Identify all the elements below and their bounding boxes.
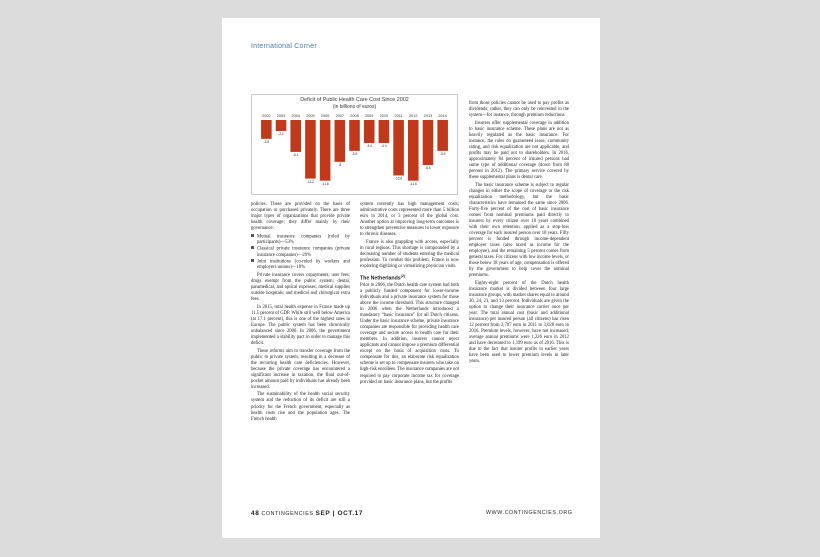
list-item-text: Joint institutions (co-ruled by workers and employers unions)—18%: [257, 259, 350, 271]
tick-label-2003: 2003: [276, 114, 286, 118]
paragraph: France is also grappling with access, especially in rural regions. This shortage is compounded by a decreasing number of students entering the medical profession. To combat this problem, France is now exploring digitizing or virtualizing physician visits.: [360, 239, 459, 269]
paragraph: These reforms aim to transfer coverage from the public to private system, resulting in a decrease of the recurring health care deficiencies. However, because the private coverage has encountered a significant increase in taxation, the final out-of-pocket amount paid by individuals has already been increased.: [251, 348, 350, 390]
square-bullet-icon: [251, 234, 254, 237]
data-label-2009: -4.4: [366, 144, 372, 149]
data-label-2006: -11.6: [321, 181, 329, 186]
data-label-2008: -5.9: [351, 152, 358, 157]
tick-label-2014: 2014: [438, 114, 447, 118]
data-label-2011: -10.6: [394, 176, 403, 181]
tick-label-2009: 2009: [364, 114, 374, 118]
data-label-2007: -8: [338, 163, 342, 168]
square-bullet-icon: [251, 246, 254, 249]
list-item-text: Classical private insurance companies (private insurance companies)—29%: [257, 246, 350, 258]
paragraph: system currently has high management costs; administrative costs represented more than 5 billion euro in 2014, or 3 percent of the global cost. Another option at improving long-term outcomes is to strengthen preventive measures to lower exposure to chronic diseases.: [360, 202, 459, 238]
page-footer-left: [251, 510, 363, 517]
website-url: WWW.CONTINGENCIES.ORG: [486, 510, 573, 516]
data-label-2004: -6.1: [292, 153, 299, 158]
section-heading: [360, 273, 459, 282]
bar-2010: [379, 120, 390, 143]
tick-label-2013: 2013: [423, 114, 433, 118]
chart-plot: [252, 95, 457, 194]
tick-label-2006: 2006: [320, 114, 330, 118]
bar-2011: [393, 120, 404, 175]
column-3: [469, 101, 569, 367]
bar-2014: [437, 120, 448, 151]
paragraph: In 2015, total health expense in France made up 11.5 percent of GDP. While still well below America (at 17.1 percent), this is one of the highest rates in Europe. The public system has been chronically unbalanced since 2000. In 2006, the government implemented a stability pact in order to manage this deficit.: [251, 304, 350, 347]
paragraph: Prior to 2006, the Dutch health care system had both a publicly funded component for lower-income individuals and a private insurance system for those above the income threshold. This structure changed in 2006 when the Netherlands introduced a mandatory “basic insurance” for all Dutch citizens. Under the basic insurance scheme, private insurance companies are responsible for providing health care coverage and secure access to health care for their members. In addition, insurers cannot reject applicants and cannot impose a premium differential except on the basis of acquisition costs. To compensate for this, an elaborate risk equalization scheme is set up to compensate insurers who take on high-risk enrollees. The insurance companies are not required to pay corporate income tax for coverage provided on basic insurance plans, but the profits: [360, 282, 459, 385]
paragraph: from those policies cannot be used to pay profits as dividends; rather, they can only be reinvested in the system—for instance, through premium reductions.: [469, 101, 569, 119]
tick-label-2011: 2011: [394, 114, 403, 118]
tick-label-2005: 2005: [306, 114, 315, 118]
organization-type-list: [251, 234, 350, 272]
issue-label: SEP | OCT.17: [315, 510, 364, 517]
data-label-2014: -5.9: [439, 152, 446, 157]
paragraph: The sustainability of the health social security system and the reduction of its deficit are still a priority for the French government, especially as health costs rise and the population ages. The French health: [251, 392, 350, 422]
bar-2006: [320, 120, 331, 181]
footnote-ref: (2): [400, 274, 405, 279]
paragraph: The basic insurance scheme is subject to regular changes in either the scope of coverage or the risk equalization methodology, but the basic characteristics have remained the same since 2006. Forty-five percent of the cost of basic insurance comes from nominal premiums paid directly to insurers by every citizen over 18 years combined with their own retention, applied as a stop-loss coverage for each insured person over 18 years. Fifty percent is funded through income-dependent employer taxes (also taxed as income for the employee), and the remaining 5 percent comes from general taxes. For citizens with low income levels, or those below 18 years of age, compensation is offered by the government to help cover the nominal premiums.: [469, 182, 569, 279]
tick-label-2004: 2004: [291, 114, 300, 118]
deficit-chart: [251, 94, 458, 195]
heading-text: The Netherlands: [360, 275, 401, 282]
bar-2005: [305, 120, 316, 179]
section-label: International Corner: [251, 43, 317, 50]
data-label-2012: -11.6: [409, 181, 417, 186]
tick-label-2010: 2010: [379, 114, 389, 118]
tick-label-2012: 2012: [409, 114, 418, 118]
page-number: 48: [251, 510, 260, 517]
list-item: [251, 259, 350, 272]
tick-label-2008: 2008: [350, 114, 359, 118]
bar-2013: [423, 120, 434, 165]
chart-title: Deficit of Public Health Care Cost Since 2002: [300, 97, 409, 103]
paragraph: Insurers offer supplemental coverage in addition to basic insurance scheme. These plans are not as heavily regulated as the basic insurance. For instance, the rules on guaranteed issue, community rating, and risk equalization are not applicable, and profits may be paid out to shareholders. In 2016, approximately 84 percent of insured persons had some type of additional coverage (down from 88 percent in 2012). The primary service covered by these supplemental plans is dental care.: [469, 120, 569, 181]
column-1: [251, 202, 350, 424]
magazine-name: CONTINGENCIES: [261, 511, 314, 517]
bar-2004: [290, 120, 301, 152]
data-label-2013: -8.6: [425, 166, 431, 171]
column-2: [360, 202, 459, 387]
data-label-2003: -2.1: [278, 132, 284, 137]
bar-2003: [276, 120, 287, 131]
list-item: [251, 234, 350, 247]
paragraph: policies. These are provided on the basis of occupation or purchased privately. There are three major types of organizations that provide private health coverage; they differ mainly by their governance:: [251, 202, 350, 232]
tick-label-2002: 2002: [262, 114, 271, 118]
data-label-2002: -3.6: [263, 140, 270, 145]
list-item: [251, 246, 350, 259]
paragraph: Eighty-eight percent of the Dutch health insurance market is divided between four large insurance groups, with market shares equal to around 30, 24, 21, and 13 percent. Individuals are given the option to change their insurance carrier once per year. The total annual cost (basic and additional insurance) per insured person (all citizens) has risen 12 percent from 2,707 euro in 2011 to 3,028 euro in 2016. Premium levels, however, have not increased; average annual premiums were 1,226 euro in 2012 and have decreased to 1,199 euro as of 2016. This is due to the fact that insurer profits in earlier years have been used to lower premium levels in later years.: [469, 280, 569, 365]
bar-2008: [349, 120, 360, 151]
bar-2012: [408, 120, 419, 181]
square-bullet-icon: [251, 259, 254, 262]
data-label-2010: -4.4: [381, 144, 387, 149]
bar-2007: [335, 120, 346, 162]
data-label-2005: -11.2: [306, 179, 314, 184]
paragraph: Private insurance covers copayments; user fees; drugs exempt from the public system; dental, paramedical, and optical expenses; medical supplies outside hospitals; and medical and chirurgical extra fees.: [251, 273, 350, 303]
list-item-text: Mutual insurance companies (ruled by participants)—53%: [257, 234, 350, 246]
chart-subtitle: (in billions of euros): [332, 104, 377, 110]
bar-2009: [364, 120, 375, 143]
bar-2002: [261, 120, 272, 139]
tick-label-2007: 2007: [335, 114, 345, 118]
